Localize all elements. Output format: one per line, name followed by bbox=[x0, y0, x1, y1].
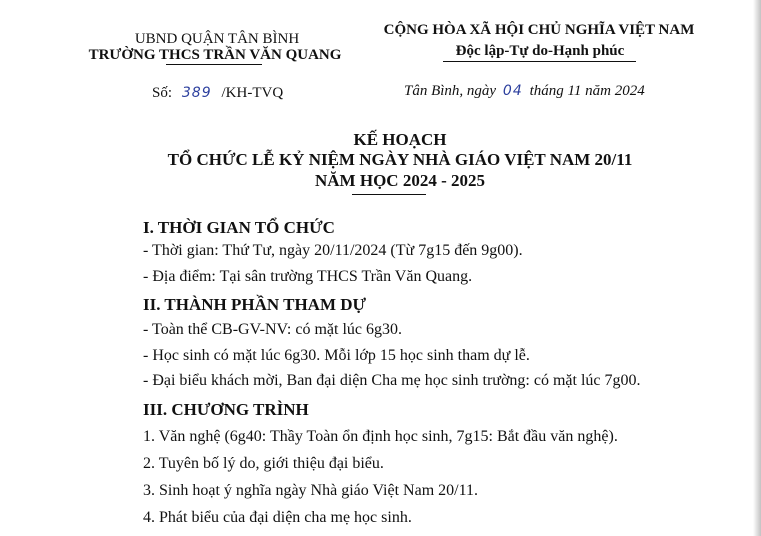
section-line: - Toàn thể CB-GV-NV: có mặt lúc 6g30. bbox=[143, 321, 402, 338]
header-school-underline bbox=[166, 64, 262, 65]
section-line: 1. Văn nghệ (6g40: Thầy Toàn ổn định học sinh, 7g15: Bắt đầu văn nghệ). bbox=[143, 428, 618, 445]
section-heading-participants: II. THÀNH PHẦN THAM DỰ bbox=[143, 295, 367, 314]
school-year: NĂM HỌC 2024 - 2025 bbox=[315, 171, 485, 190]
section-line: - Địa điểm: Tại sân trường THCS Trần Văn Quang. bbox=[143, 268, 473, 285]
date-prefix: Tân Bình, ngày bbox=[404, 83, 497, 99]
section-heading-program: III. CHƯƠNG TRÌNH bbox=[143, 400, 309, 419]
section-line: 2. Tuyên bố lý do, giới thiệu đại biểu. bbox=[143, 455, 384, 472]
handwritten-number: 389 bbox=[181, 85, 212, 101]
section-line: 4. Phát biểu của đại diện cha mẹ học sinh. bbox=[143, 509, 412, 526]
so-label: Số: bbox=[152, 85, 173, 101]
reference-number bbox=[152, 85, 283, 102]
title-underline bbox=[352, 194, 426, 195]
document-subtitle: TỔ CHỨC LỄ KỶ NIỆM NGÀY NHÀ GIÁO VIỆT NAM 20/11 bbox=[167, 150, 633, 169]
date-suffix: tháng 11 năm 2024 bbox=[529, 83, 645, 99]
page-edge-shadow bbox=[753, 0, 761, 536]
section-line: - Học sinh có mặt lúc 6g30. Mỗi lớp 15 học sinh tham dự lễ. bbox=[143, 347, 530, 364]
section-line: 3. Sinh hoạt ý nghĩa ngày Nhà giáo Việt Nam 20/11. bbox=[143, 482, 478, 499]
document-title: KẾ HOẠCH bbox=[353, 130, 447, 149]
header-school: TRƯỜNG THCS TRẦN VĂN QUANG bbox=[88, 47, 342, 63]
section-line: - Thời gian: Thứ Tư, ngày 20/11/2024 (Từ 7g15 đến 9g00). bbox=[143, 242, 523, 259]
reference-suffix: /KH-TVQ bbox=[221, 85, 284, 101]
document-date bbox=[404, 83, 645, 100]
section-line: - Đại biểu khách mời, Ban đại diện Cha mẹ học sinh trường: có mặt lúc 7g00. bbox=[143, 372, 641, 389]
header-country: CỘNG HÒA XÃ HỘI CHỦ NGHĨA VIỆT NAM bbox=[383, 22, 695, 38]
handwritten-day: 04 bbox=[502, 83, 523, 99]
header-motto: Độc lập-Tự do-Hạnh phúc bbox=[455, 43, 625, 59]
section-heading-time: I. THỜI GIAN TỔ CHỨC bbox=[143, 218, 335, 237]
header-district: UBND QUẬN TÂN BÌNH bbox=[134, 31, 300, 47]
header-motto-underline bbox=[443, 61, 636, 62]
